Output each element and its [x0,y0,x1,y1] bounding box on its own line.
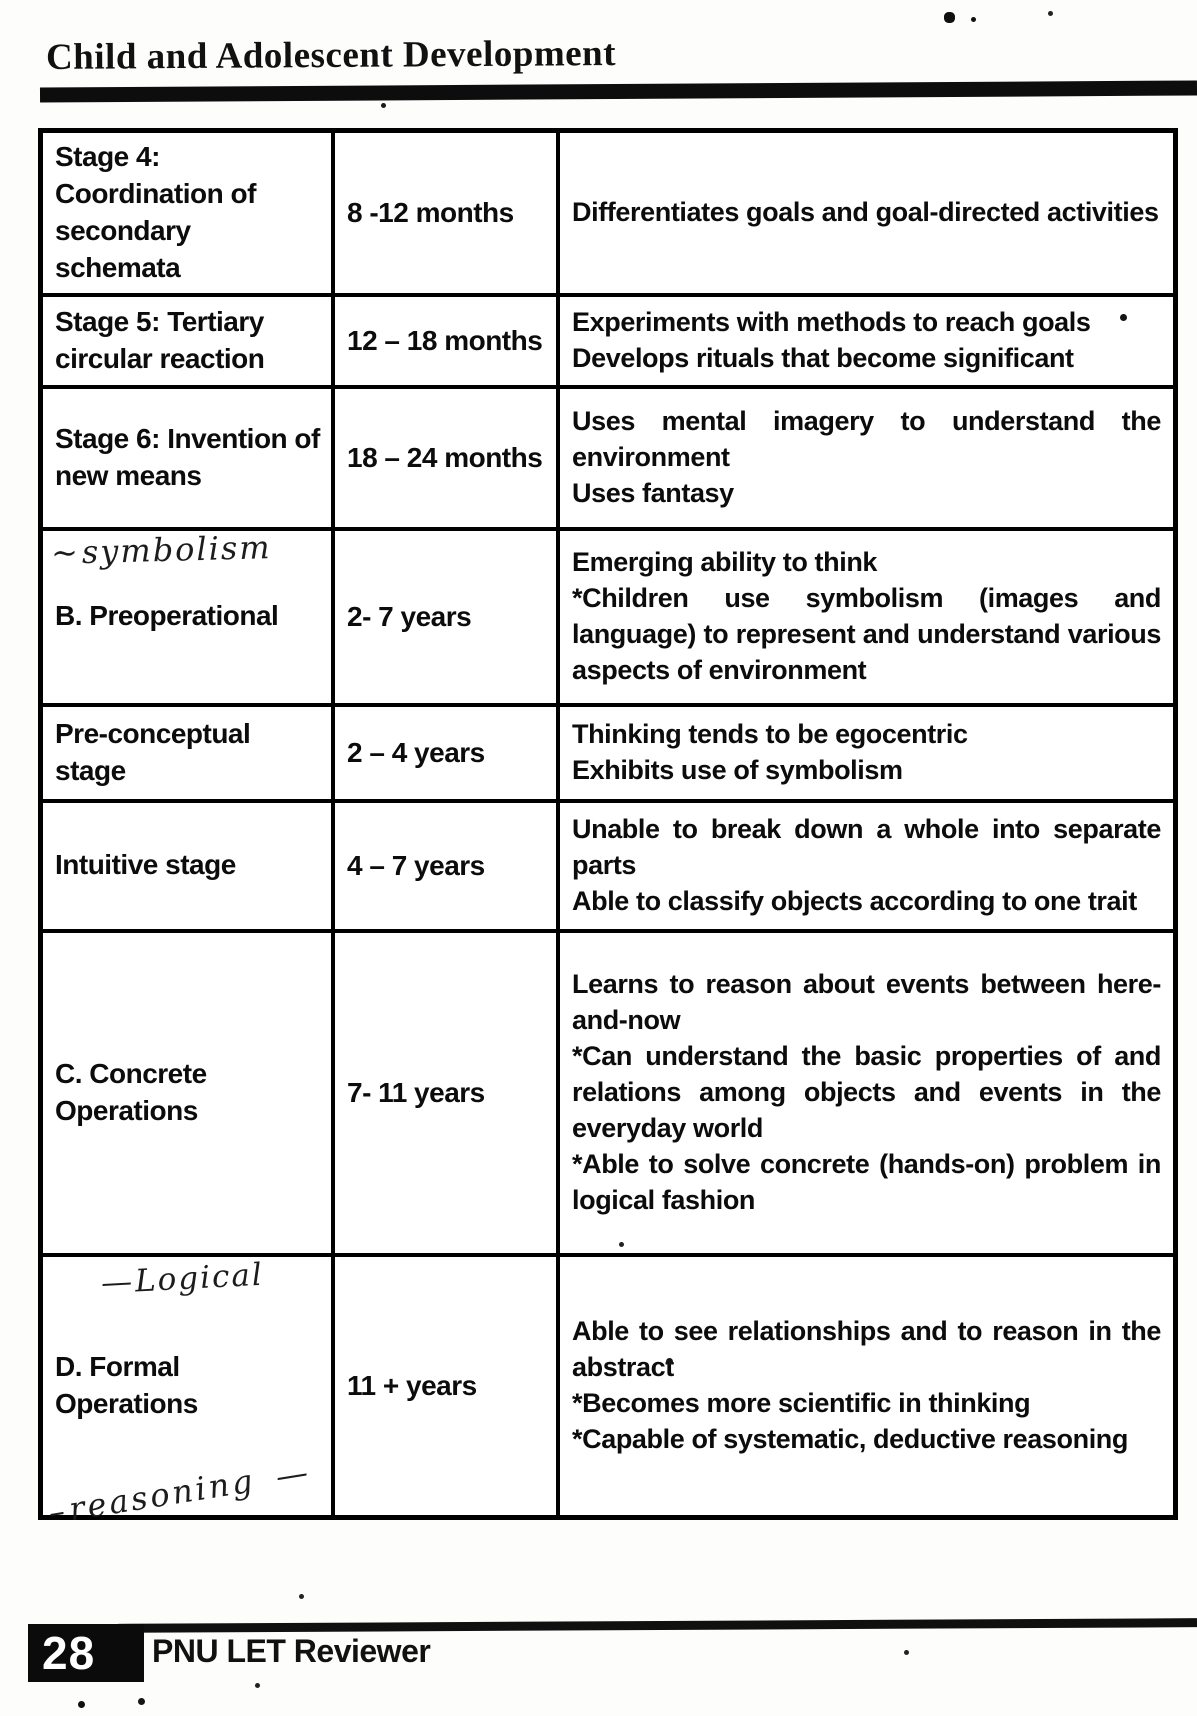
stages-table [38,128,1178,1529]
stage-cell [43,389,335,531]
description-line: Develops rituals that become significant [572,342,1074,373]
stage-cell [43,707,335,803]
book-title: PNU LET Reviewer [152,1633,431,1669]
stage-cell [43,1256,335,1529]
stage-label: Stage 6: Invention of new means [55,422,320,491]
stage-label: B. Preoperational [55,600,279,632]
description-cell [560,531,1173,707]
description-cell [560,297,1173,389]
description-line: *Able to solve concrete (hands-on) problem in logical fashion [572,1148,1161,1215]
description-line: Uses mental imagery to understand the environment [572,405,1161,472]
description-cell [560,133,1173,297]
description-line: Unable to break down a whole into separate parts [572,813,1161,880]
age-range-label: 7- 11 years [347,1076,485,1108]
page-number-badge [28,1624,144,1682]
handwritten-note: ~ symbolism [51,528,273,572]
stage-label: Stage 5: Tertiary circular reaction [55,305,265,374]
description-cell [560,933,1173,1257]
description-cell [560,1257,1173,1515]
handwritten-note: – reasoning — [46,1452,314,1531]
age-range-label: 4 – 7 years [347,849,485,881]
description-cell [560,389,1173,531]
description-line: Differentiates goals and goal-directed activities [572,196,1159,227]
stage-label: D. Formal Operations [55,1350,198,1419]
age-range-label: 18 – 24 months [347,441,543,473]
age-range-cell [335,707,560,803]
description-line: Thinking tends to be egocentric [572,718,968,749]
age-range-cell [335,803,560,933]
description-line: Emerging ability to think [572,547,878,577]
age-range-label: 2- 7 years [347,600,472,632]
age-range-cell [335,389,560,531]
age-range-label: 2 – 4 years [347,736,485,768]
stage-cell [43,933,335,1257]
description-line: *Becomes more scientific in thinking [572,1387,1031,1418]
description-line: Able to classify objects according to one trait [572,885,1137,916]
page-number: 28 [42,1627,96,1679]
age-range-cell [335,133,560,297]
stage-label: Stage 4: Coordination of secondary schemata [55,141,256,283]
age-range-label: 11 + years [347,1369,477,1401]
stage-cell [43,133,335,297]
scan-speckles [0,0,3,3]
description-cell [560,803,1173,933]
description-line: Learns to reason about events between here-and-now [572,969,1161,1036]
stage-label: Intuitive stage [55,849,236,881]
age-range-label: 12 – 18 months [347,324,543,356]
age-range-cell [335,933,560,1257]
age-range-label: 8 -12 months [347,196,514,228]
header-divider-rule [40,80,1197,102]
age-range-cell [335,1257,560,1515]
description-cell [560,707,1173,803]
page-title: Child and Adolescent Development [45,33,617,78]
stage-cell [43,527,335,707]
footer-divider-rule [118,1618,1197,1633]
description-line: Uses fantasy [572,477,734,508]
stage-label: Pre-conceptual stage [55,717,251,786]
description-line: Exhibits use of symbolism [572,754,903,785]
description-line: *Can understand the basic properties of and relations among objects and events in the everyday world [572,1040,1161,1143]
handwritten-note: — Logical [100,1257,264,1301]
stage-cell [43,297,335,389]
age-range-cell [335,297,560,389]
age-range-cell [335,531,560,707]
stage-cell [43,803,335,933]
description-line: Able to see relationships and to reason in the abstract [572,1316,1161,1382]
description-line: Experiments with methods to reach goals [572,306,1091,337]
description-line: *Children use symbolism (images and language) to represent and understand various aspects of environment [572,582,1161,685]
description-line: *Capable of systematic, deductive reasoning [572,1423,1128,1454]
stage-label: C. Concrete Operations [55,1057,207,1126]
